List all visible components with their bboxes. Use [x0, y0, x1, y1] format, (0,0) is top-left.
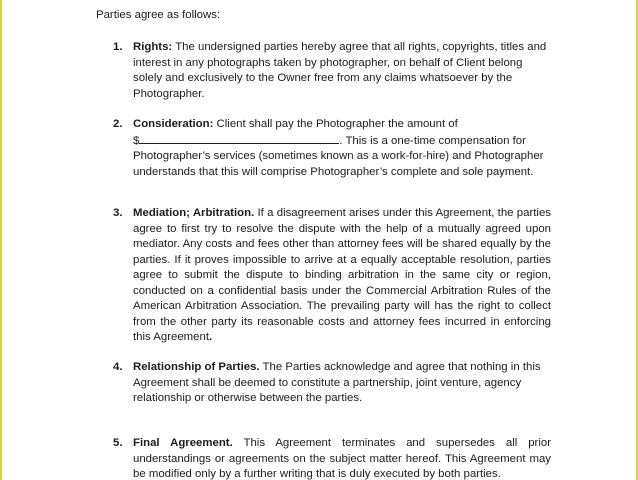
- clause-title: Relationship of Parties.: [133, 361, 260, 373]
- clause-relationship-of-parties: [113, 360, 551, 407]
- clause-consideration: [113, 117, 551, 180]
- clause-final-agreement: [113, 436, 551, 480]
- clause-number: 5.: [113, 437, 123, 449]
- clause-text: The Parties acknowledge and agree that nothing in this Agreement shall be deemed to constitute a partnership, joint venture, agency relationship or otherwise between the parties.: [133, 361, 541, 404]
- clause-mediation-arbitration: [113, 206, 551, 346]
- clause-body: [133, 360, 551, 407]
- clause-body: [133, 40, 551, 102]
- clause-body: [133, 117, 551, 180]
- clause-number: 4.: [113, 361, 123, 373]
- clause-title: Consideration:: [133, 118, 214, 130]
- amount-blank-line[interactable]: [139, 133, 339, 144]
- currency-symbol: $: [133, 134, 140, 147]
- clause-rights: [113, 40, 551, 102]
- clause-text: This Agreement terminates and supersedes all prior understandings or agreements on the subject matter hereof. This Agreement may be modified only by a further writing that is duly executed by both parties.: [133, 437, 551, 480]
- clause-number: 2.: [113, 118, 123, 130]
- clause-body: [133, 436, 551, 480]
- clause-title: Rights:: [133, 41, 173, 53]
- clause-title: Mediation; Arbitration.: [133, 207, 255, 219]
- clause-text: Client shall pay the Photographer the amount of: [213, 118, 458, 130]
- clause-text: If a disagreement arises under this Agreement, the parties agree to first try to resolve the dispute with the help of a mutually agreed upon mediator. Any costs and fees other than attorney fees will be shared equally by the parties. If it proves impossible to arrive at a equally acceptable resolution, parties agree to submit the dispute to binding arbitration in the same city or region, conducted on a confidential basis under the Commercial Arbitration Rules of the American Arbitration Association. The prevailing party will has the right to collect from the other party its reasonable costs and attorney fees incurred in enforcing this Agreement: [133, 207, 551, 343]
- clause-number: 3.: [113, 207, 123, 219]
- clause-body: [133, 206, 551, 346]
- clause-text-continued: . This is a one-time compensation for Photographer’s services (sometimes known as a work-for-hire) and Photographer understands that this will comprise Photographer’s complete and sole payment.: [133, 134, 544, 178]
- clause-text: The undersigned parties hereby agree that all rights, copyrights, titles and interest in any photographs taken by photographer, on behalf of Client belong solely and exclusively to the Owner free from any claims whatsoever by the Photographer.: [133, 41, 547, 100]
- clause-title: Final Agreement.: [133, 437, 233, 449]
- intro-text: Parties agree as follows:: [96, 9, 221, 21]
- clause-end-mark: .: [208, 331, 213, 343]
- clause-number: 1.: [113, 41, 123, 53]
